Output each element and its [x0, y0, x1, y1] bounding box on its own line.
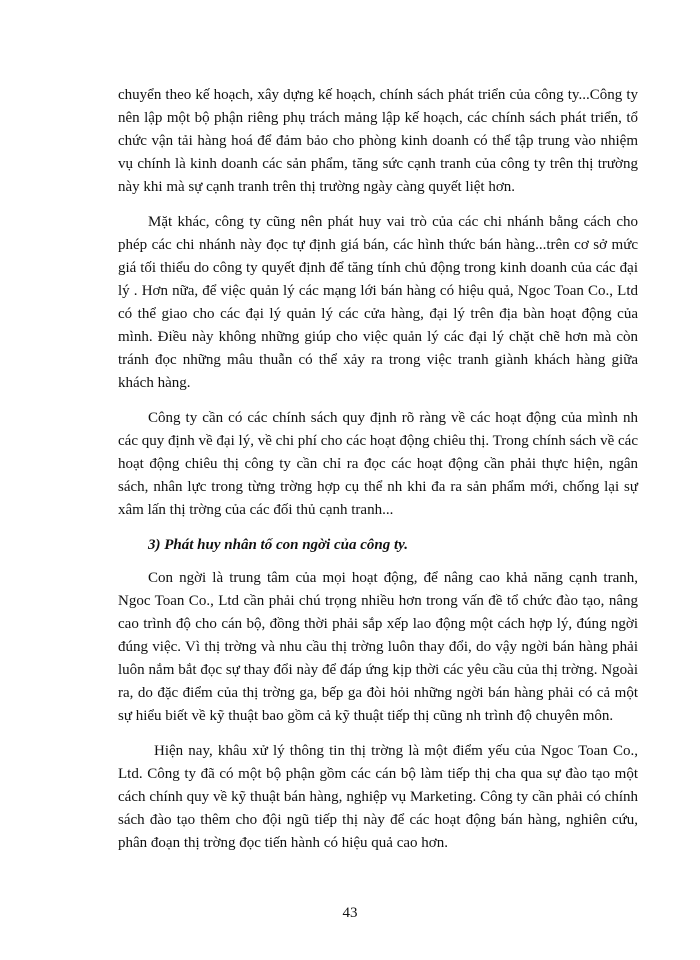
page-body — [118, 84, 638, 867]
paragraph-5: Hiện nay, khâu xử lý thông tin thị trờng là một điểm yếu của Ngoc Toan Co., Ltd. Công ty đã có một bộ phận gồm các cán bộ làm tiếp thị cha qua sự đào tạo một cách chính quy về kỹ thuật bán hàng, nghiệp vụ Marketing. Công ty cần phải có chính sách đào tạo thêm cho đội ngũ tiếp thị này để các hoạt động bán hàng, nghiên cứu, phân đoạn thị trờng đọc tiến hành có hiệu quả cao hơn. — [118, 743, 638, 851]
section-heading: 3) Phát huy nhân tố con ngời của công ty. — [148, 537, 409, 553]
paragraph-3: Công ty cần có các chính sách quy định rõ ràng về các hoạt động của mình nh các quy định về đại lý, về chi phí cho các hoạt động chiêu thị. Trong chính sách về các hoạt động chiêu thị công ty cần chỉ ra đọc các hoạt động cần phải thực hiện, ngân sách, nhân lực trong từng trờng hợp cụ thể nh khi đa ra sản phẩm mới, chống lại sự xâm lấn thị trờng của các đối thủ cạnh tranh... — [118, 410, 638, 518]
page-number: 43 — [342, 905, 358, 921]
paragraph-4: Con ngời là trung tâm của mọi hoạt động, để nâng cao khả năng cạnh tranh, Ngoc Toan Co., Ltd cần phải chú trọng nhiều hơn trong vấn đề tổ chức đào tạo, nâng cao trình độ cho cán bộ, đồng thời phải sắp xếp lao động một cách hợp lý, đúng ngời đúng việc. Vì thị trờng và nhu cầu thị trờng luôn thay đổi, do vậy ngời bán hàng phải luôn nắm bắt đọc sự thay đổi này để đáp ứng kịp thời các yêu cầu của thị trờng. Ngoài ra, do đặc điểm của thị trờng ga, bếp ga đòi hỏi những ngời bán hàng phải có cả một sự hiểu biết về kỹ thuật bao gồm cả kỹ thuật tiếp thị cũng nh trình độ chuyên môn. — [118, 570, 638, 724]
paragraph-2: Mặt khác, công ty cũng nên phát huy vai trò của các chi nhánh bằng cách cho phép các chi nhánh này đọc tự định giá bán, các hình thức bán hàng...trên cơ sở mức giá tối thiểu do công ty quyết định để tăng tính chủ động trong kinh doanh của các đại lý . Hơn nữa, để việc quản lý các mạng lới bán hàng có hiệu quả, Ngoc Toan Co., Ltd có thể giao cho các đại lý quản lý các cửa hàng, đại lý trên địa bàn hoạt động của mình. Điều này không những giúp cho việc quản lý các đại lý chặt chẽ hơn mà còn tránh đọc những mâu thuẫn có thể xảy ra trong việc tranh giành khách hàng giữa khách hàng. — [118, 214, 638, 391]
paragraph-1: chuyển theo kế hoạch, xây dựng kế hoạch, chính sách phát triển của công ty...Công ty nên lập một bộ phận riêng phụ trách mảng lập kế hoạch, các chính sách phát triển, tổ chức vận tải hàng hoá để đảm bảo cho phòng kinh doanh có thể tập trung vào nhiệm vụ chính là kinh doanh các sản phẩm, tăng sức cạnh tranh của công ty trên thị trường này khi mà sự cạnh tranh trên thị trường ngày càng quyết liệt hơn. — [118, 87, 638, 195]
